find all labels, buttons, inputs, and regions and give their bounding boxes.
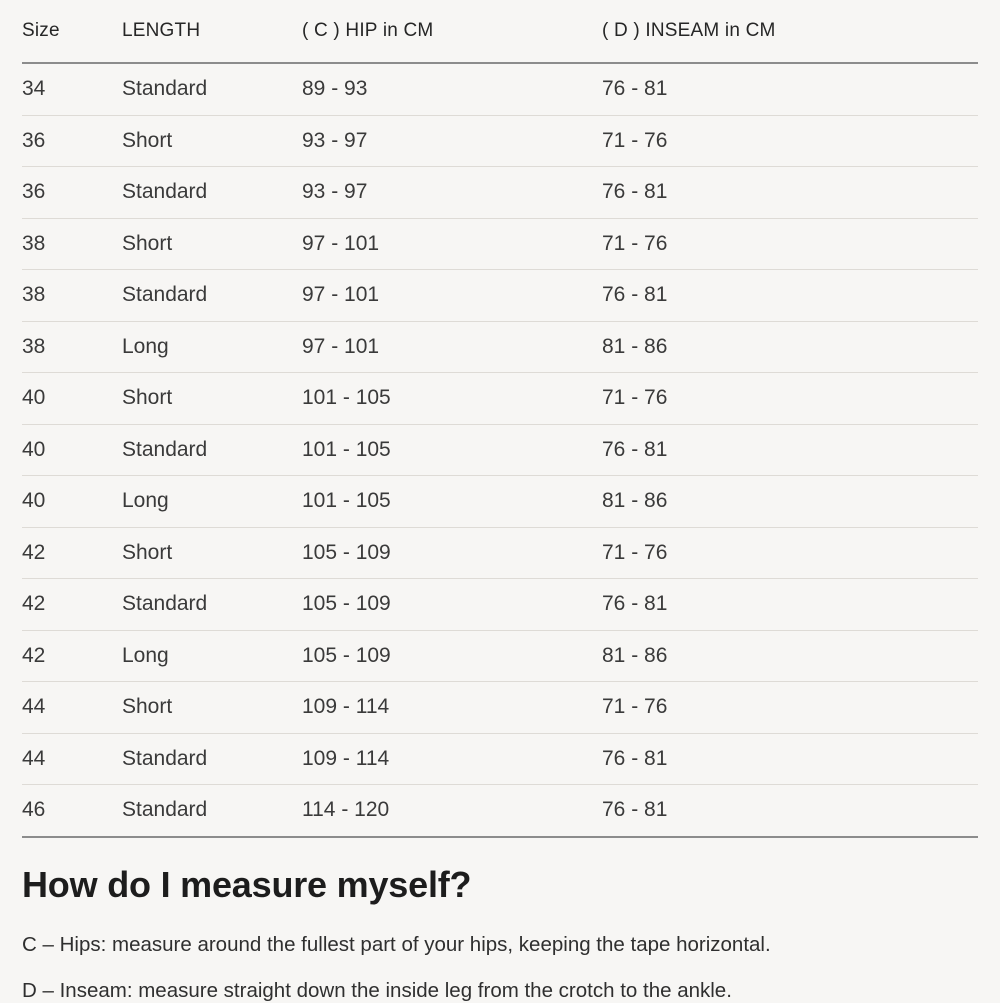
cell-hip: 105 - 109 (302, 540, 391, 564)
cell-size: 40 (22, 489, 46, 512)
cell-length: Long (122, 643, 169, 667)
table-row (22, 785, 978, 837)
cell-length: Standard (122, 746, 208, 770)
cell-hip: 93 - 97 (302, 128, 368, 152)
cell-size: 34 (22, 77, 46, 100)
cell-inseam: 76 - 81 (602, 283, 668, 306)
cell-size: 42 (22, 643, 46, 667)
cell-hip: 93 - 97 (302, 180, 368, 203)
measure-instruction-hips: C – Hips: measure around the fullest part of your hips, keeping the tape horizontal. (22, 932, 771, 956)
cell-length: Standard (122, 437, 208, 461)
cell-size: 36 (22, 128, 46, 152)
cell-hip: 97 - 101 (302, 283, 380, 306)
cell-size: 44 (22, 746, 46, 770)
cell-hip: 97 - 101 (302, 334, 380, 358)
cell-length: Long (122, 334, 169, 358)
table-row (22, 321, 978, 373)
cell-inseam: 76 - 81 (602, 746, 668, 770)
table-header-row (22, 0, 978, 63)
size-chart-table (22, 0, 978, 838)
table-row (22, 476, 978, 528)
cell-size: 36 (22, 180, 46, 203)
cell-inseam: 81 - 86 (602, 643, 668, 667)
table-row (22, 682, 978, 734)
cell-size: 38 (22, 283, 46, 306)
table-row (22, 63, 978, 115)
column-header-size: Size (22, 20, 60, 41)
cell-length: Short (122, 540, 173, 564)
table-row (22, 115, 978, 167)
cell-hip: 105 - 109 (302, 643, 391, 667)
cell-length: Short (122, 695, 173, 718)
cell-inseam: 76 - 81 (602, 798, 668, 821)
cell-size: 38 (22, 231, 46, 255)
cell-hip: 101 - 105 (302, 386, 391, 409)
cell-length: Standard (122, 180, 208, 203)
table-row (22, 270, 978, 322)
column-header-hip: ( C ) HIP in CM (302, 20, 434, 41)
table-row (22, 373, 978, 425)
column-header-length: LENGTH (122, 20, 201, 41)
cell-inseam: 81 - 86 (602, 489, 668, 512)
cell-size: 38 (22, 334, 46, 358)
cell-size: 40 (22, 386, 46, 409)
cell-hip: 109 - 114 (302, 746, 390, 770)
column-header-inseam: ( D ) INSEAM in CM (602, 20, 776, 41)
cell-inseam: 71 - 76 (602, 540, 668, 564)
cell-inseam: 71 - 76 (602, 386, 668, 409)
cell-length: Short (122, 128, 173, 152)
cell-length: Standard (122, 77, 208, 100)
table-row (22, 579, 978, 631)
cell-inseam: 71 - 76 (602, 128, 668, 152)
table-body (22, 63, 978, 837)
table-row (22, 630, 978, 682)
cell-length: Short (122, 231, 173, 255)
cell-inseam: 76 - 81 (602, 592, 668, 615)
measure-instruction-inseam: D – Inseam: measure straight down the inside leg from the crotch to the ankle. (22, 978, 732, 1002)
table-row (22, 167, 978, 219)
measure-heading: How do I measure myself? (22, 863, 472, 905)
cell-hip: 101 - 105 (302, 437, 391, 461)
cell-hip: 105 - 109 (302, 592, 391, 615)
cell-hip: 101 - 105 (302, 489, 391, 512)
table-row (22, 527, 978, 579)
cell-hip: 97 - 101 (302, 231, 380, 255)
cell-length: Long (122, 489, 169, 512)
cell-size: 46 (22, 798, 46, 821)
cell-size: 44 (22, 695, 46, 718)
cell-inseam: 81 - 86 (602, 334, 668, 358)
cell-length: Standard (122, 283, 208, 306)
cell-hip: 89 - 93 (302, 77, 368, 100)
table-row (22, 424, 978, 476)
cell-inseam: 71 - 76 (602, 695, 668, 718)
cell-length: Standard (122, 592, 208, 615)
cell-hip: 109 - 114 (302, 695, 390, 718)
cell-size: 42 (22, 592, 46, 615)
cell-length: Standard (122, 798, 208, 821)
cell-inseam: 76 - 81 (602, 77, 668, 100)
table-row (22, 218, 978, 270)
cell-size: 42 (22, 540, 46, 564)
cell-inseam: 71 - 76 (602, 231, 668, 255)
cell-inseam: 76 - 81 (602, 437, 668, 461)
cell-size: 40 (22, 437, 46, 461)
table-row (22, 733, 978, 785)
table-header (22, 0, 978, 63)
cell-length: Short (122, 386, 173, 409)
cell-hip: 114 - 120 (302, 798, 390, 821)
cell-inseam: 76 - 81 (602, 180, 668, 203)
